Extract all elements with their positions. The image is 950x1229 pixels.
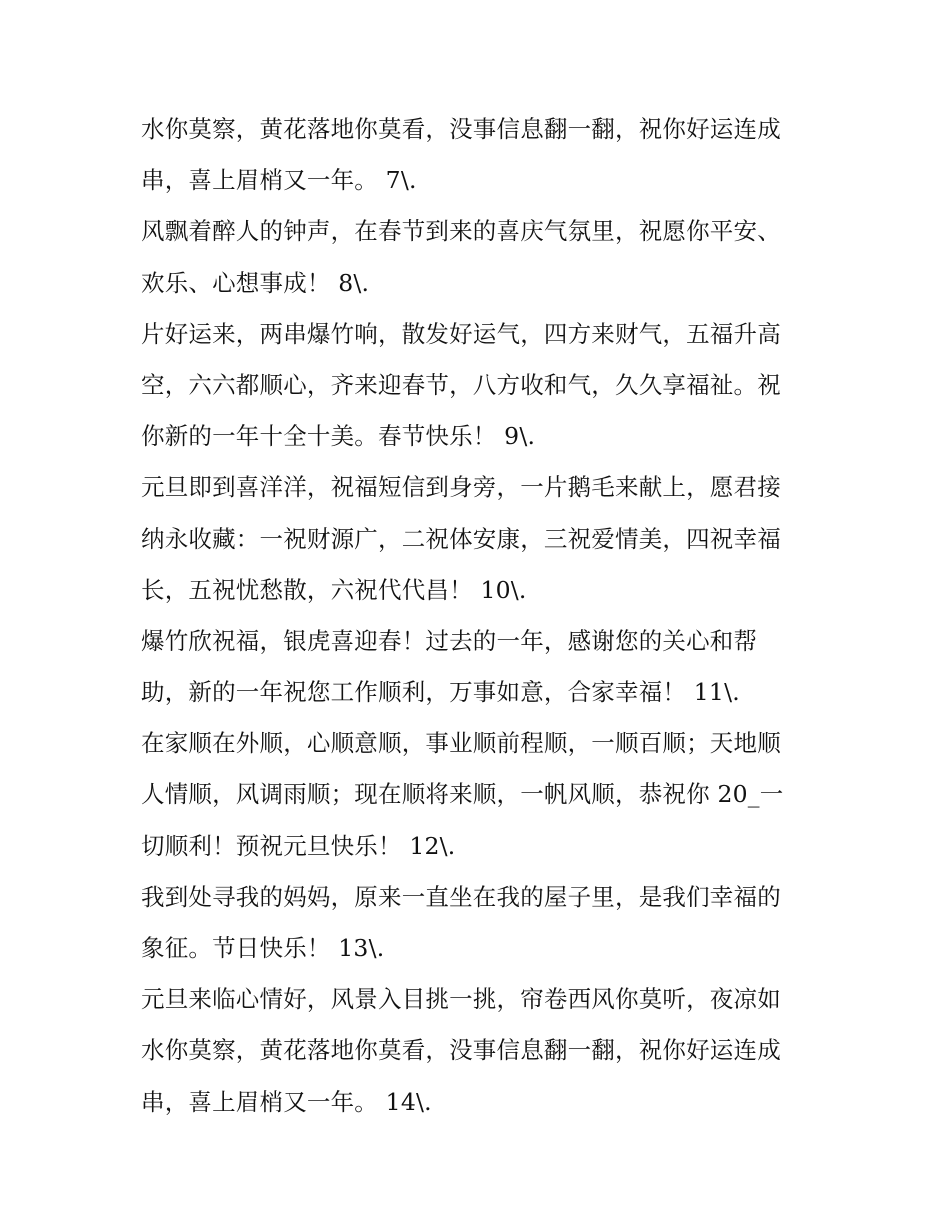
text-line: 象征。节日快乐！ 13\. (141, 934, 385, 962)
text-line: 纳永收藏：一祝财源广，二祝体安康，三祝爱情美，四祝幸福 (141, 524, 781, 553)
text-line: 欢乐、心想事成！ 8\. (141, 268, 370, 297)
text-line: 人情顺，风调雨顺；现在顺将来顺，一帆风顺，恭祝你 20_一 (141, 780, 784, 809)
text-line: 在家顺在外顺，心顺意顺，事业顺前程顺，一顺百顺；天地顺 (141, 729, 781, 758)
text-line: 切顺利！预祝元旦快乐！ 12\. (141, 831, 456, 860)
text-line: 你新的一年十全十美。春节快乐！ 9\. (141, 422, 536, 451)
text-line: 爆竹欣祝福，银虎喜迎春！过去的一年，感谢您的关心和帮 (141, 626, 758, 655)
text-line: 助，新的一年祝您工作顺利，万事如意，合家幸福！ 11\. (141, 678, 740, 707)
text-line: 串，喜上眉梢又一年。 7\. (141, 166, 417, 195)
text-line: 空，六六都顺心，齐来迎春节，八方收和气，久久享福祉。祝 (141, 370, 781, 399)
text-line: 长，五祝忧愁散，六祝代代昌！ 10\. (141, 575, 527, 604)
text-line: 风飘着醉人的钟声，在春节到来的喜庆气氛里，祝愿你平安、 (141, 217, 781, 246)
text-line: 水你莫察，黄花落地你莫看，没事信息翻一翻，祝你好运连成 (141, 115, 781, 143)
text-line: 水你莫察，黄花落地你莫看，没事信息翻一翻，祝你好运连成 (141, 1036, 781, 1065)
text-line: 元旦即到喜洋洋，祝福短信到身旁，一片鹅毛来献上，愿君接 (141, 473, 781, 502)
text-line: 片好运来，两串爆竹响，散发好运气，四方来财气，五福升高 (141, 319, 781, 348)
text-line: 我到处寻我的妈妈，原来一直坐在我的屋子里，是我们幸福的 (141, 882, 781, 911)
text-line: 串，喜上眉梢又一年。 14\. (141, 1087, 432, 1116)
text-line: 元旦来临心情好，风景入目挑一挑，帘卷西风你莫听，夜凉如 (141, 985, 781, 1014)
document-body (141, 104, 821, 1128)
